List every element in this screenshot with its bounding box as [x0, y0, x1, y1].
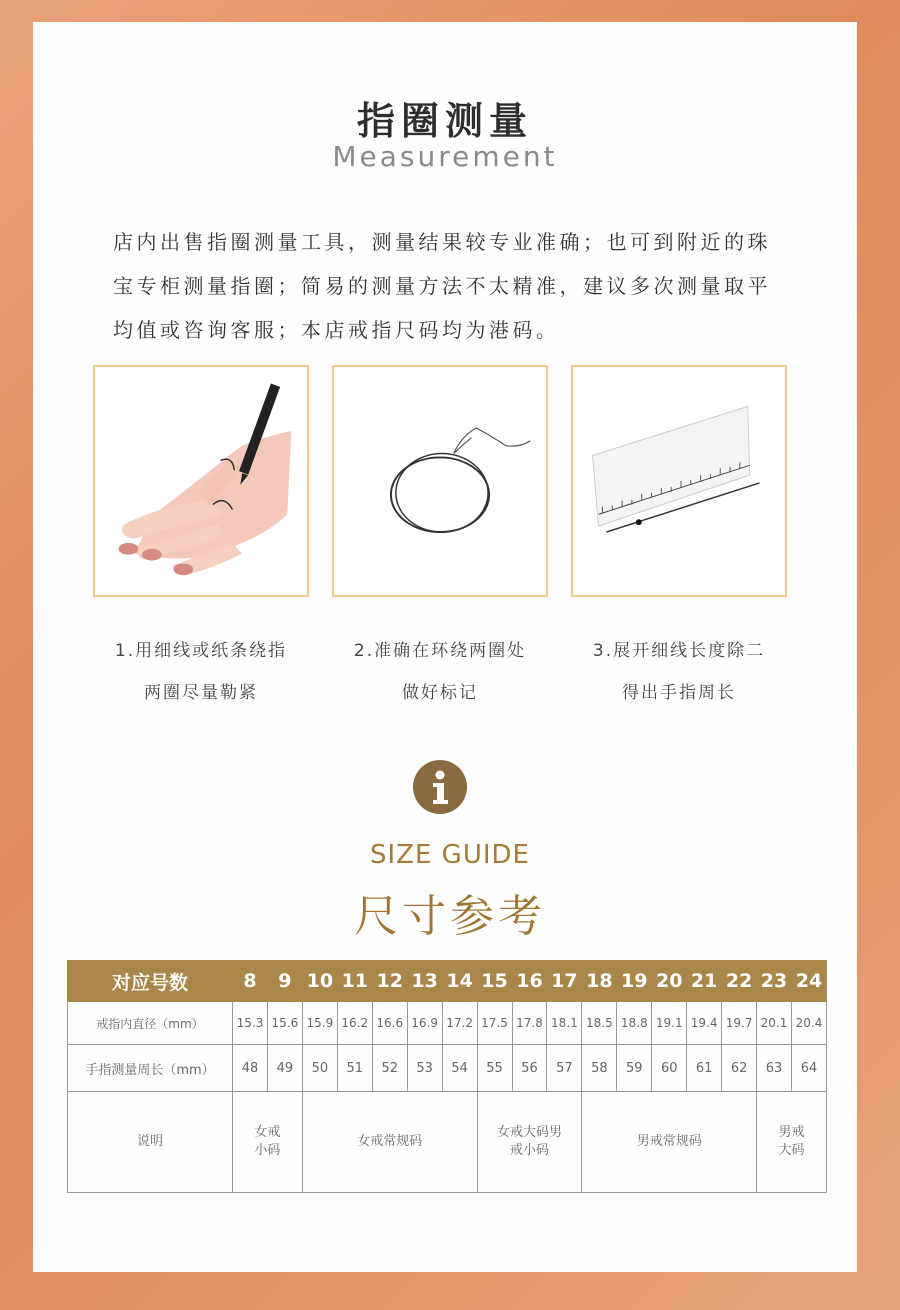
- circumference-cell: 58: [582, 1045, 617, 1092]
- diameter-cell: 16.9: [407, 1002, 442, 1045]
- circumference-cell: 49: [267, 1045, 302, 1092]
- note-women-large-men-small: 女戒大码男戒小码: [477, 1092, 582, 1193]
- step1-caption: [81, 630, 321, 714]
- hand-pencil-illustration: [95, 367, 307, 595]
- diameter-cell: 15.9: [302, 1002, 337, 1045]
- circumference-cell: 64: [792, 1045, 827, 1092]
- step2-caption-line2: 做好标记: [402, 683, 478, 703]
- size-guide-heading-en: SIZE GUIDE: [370, 840, 530, 870]
- size-cell: 9: [267, 961, 302, 1002]
- step3-illustration: [571, 365, 787, 597]
- circumference-cell: 52: [372, 1045, 407, 1092]
- step1-illustration: [93, 365, 309, 597]
- diameter-cell: 15.3: [233, 1002, 268, 1045]
- size-cell: 19: [617, 961, 652, 1002]
- size-cell: 17: [547, 961, 582, 1002]
- circumference-cell: 53: [407, 1045, 442, 1092]
- diameter-cell: 18.1: [547, 1002, 582, 1045]
- step2-illustration: [332, 365, 548, 597]
- circumference-cell: 62: [722, 1045, 757, 1092]
- step1-caption-line1: 1.用细线或纸条绕指: [114, 641, 288, 661]
- circumference-label: 手指测量周长（mm）: [68, 1045, 233, 1092]
- intro-paragraph: 店内出售指圈测量工具，测量结果较专业准确；也可到附近的珠宝专柜测量指圈；简易的测量方法不太精准，建议多次测量取平均值或咨询客服；本店戒指尺码均为港码。: [113, 230, 771, 342]
- note-women-regular: 女戒常规码: [302, 1092, 477, 1193]
- notes-row: [68, 1092, 827, 1193]
- size-guide-heading-cn: 尺寸参考: [354, 891, 546, 942]
- circumference-cell: 63: [757, 1045, 792, 1092]
- ruler-illustration: [573, 367, 785, 595]
- size-table: [67, 960, 827, 1193]
- size-cell: 8: [233, 961, 268, 1002]
- diameter-cell: 19.1: [652, 1002, 687, 1045]
- circumference-cell: 56: [512, 1045, 547, 1092]
- size-cell: 24: [792, 961, 827, 1002]
- size-cell: 10: [302, 961, 337, 1002]
- step2-caption-line1: 2.准确在环绕两圈处: [353, 641, 527, 661]
- size-table-header-row: [68, 961, 827, 1002]
- circumference-row: [68, 1045, 827, 1092]
- diameter-cell: 18.8: [617, 1002, 652, 1045]
- diameter-cell: 16.6: [372, 1002, 407, 1045]
- diameter-cell: 19.4: [687, 1002, 722, 1045]
- diameter-label: 戒指内直径（mm）: [68, 1002, 233, 1045]
- size-cell: 23: [757, 961, 792, 1002]
- size-cell: 20: [652, 961, 687, 1002]
- diameter-cell: 17.8: [512, 1002, 547, 1045]
- notes-label: 说明: [68, 1092, 233, 1193]
- diameter-row: [68, 1002, 827, 1045]
- circumference-cell: 55: [477, 1045, 512, 1092]
- diameter-cell: 17.2: [442, 1002, 477, 1045]
- step1-caption-line2: 两圈尽量勒紧: [144, 683, 258, 703]
- diameter-cell: 16.2: [337, 1002, 372, 1045]
- size-cell: 16: [512, 961, 547, 1002]
- size-cell: 13: [407, 961, 442, 1002]
- circumference-cell: 61: [687, 1045, 722, 1092]
- size-cell: 12: [372, 961, 407, 1002]
- size-cell: 14: [442, 961, 477, 1002]
- diameter-cell: 20.1: [757, 1002, 792, 1045]
- circumference-cell: 50: [302, 1045, 337, 1092]
- page-subtitle: Measurement: [332, 140, 558, 173]
- note-men-regular: 男戒常规码: [582, 1092, 757, 1193]
- size-cell: 11: [337, 961, 372, 1002]
- diameter-cell: 15.6: [267, 1002, 302, 1045]
- diameter-cell: 20.4: [792, 1002, 827, 1045]
- size-cell: 22: [722, 961, 757, 1002]
- size-cell: 21: [687, 961, 722, 1002]
- circumference-cell: 57: [547, 1045, 582, 1092]
- diameter-cell: 19.7: [722, 1002, 757, 1045]
- info-icon: [413, 760, 467, 814]
- circumference-cell: 59: [617, 1045, 652, 1092]
- size-cell: 15: [477, 961, 512, 1002]
- diameter-cell: 17.5: [477, 1002, 512, 1045]
- size-header-label: 对应号数: [68, 961, 233, 1002]
- circumference-cell: 51: [337, 1045, 372, 1092]
- circumference-cell: 54: [442, 1045, 477, 1092]
- string-loop-illustration: [334, 367, 546, 595]
- circumference-cell: 60: [652, 1045, 687, 1092]
- size-cell: 18: [582, 961, 617, 1002]
- page-title: 指圈测量: [356, 99, 533, 143]
- note-men-large: 男戒大码: [757, 1092, 827, 1193]
- diameter-cell: 18.5: [582, 1002, 617, 1045]
- step3-caption: [559, 630, 799, 714]
- circumference-cell: 48: [233, 1045, 268, 1092]
- note-women-small: 女戒小码: [233, 1092, 303, 1193]
- step2-caption: [320, 630, 560, 714]
- step3-caption-line2: 得出手指周长: [622, 683, 736, 703]
- step3-caption-line1: 3.展开细线长度除二: [592, 641, 766, 661]
